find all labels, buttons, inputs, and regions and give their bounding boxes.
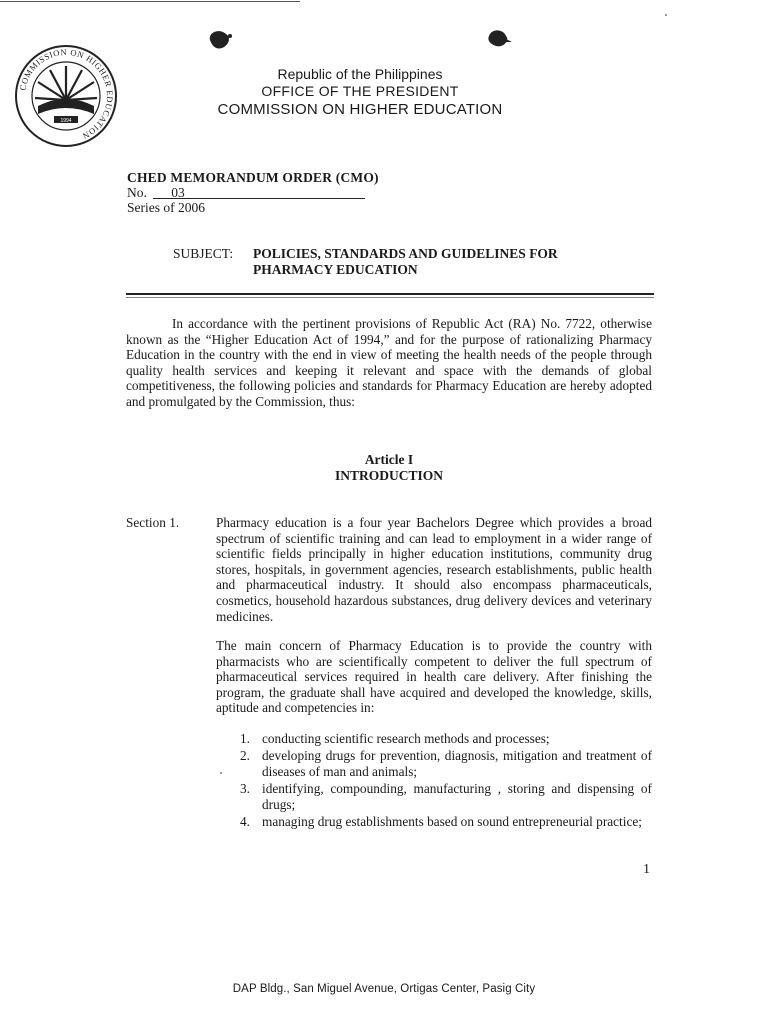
letterhead: [200, 66, 520, 119]
footer-address: DAP Bldg., San Miguel Avenue, Ortigas Center, Pasig City: [232, 983, 536, 995]
divider-rule-thin: [126, 297, 654, 298]
list-item-number: 3.: [240, 781, 250, 797]
list-item-text: conducting scientific research methods and processes;: [262, 731, 550, 746]
svg-text:COMMISSION ON HIGHER EDUCATION: COMMISSION ON HIGHER EDUCATION: [17, 46, 116, 142]
subject-block: [173, 246, 558, 278]
svg-text:1994: 1994: [60, 118, 72, 124]
ink-blot-left: [206, 28, 234, 52]
competencies-list: [240, 731, 652, 831]
scan-speck: [665, 14, 667, 16]
cmo-number-field: [153, 185, 365, 199]
article-title: INTRODUCTION: [334, 468, 443, 483]
section1-paragraph2: The main concern of Pharmacy Education is to provide the country with pharmacists who are scientifically competent to deliver the full spectrum of pharmaceutical services required in health care delivery. After finishing the program, the graduate shall have acquired and developed the knowledge, skills, aptitude and competencies in:: [216, 638, 652, 716]
cmo-title: CHED MEMORANDUM ORDER (CMO): [127, 170, 379, 185]
list-item-number: 2.: [240, 748, 250, 764]
list-item-text: managing drug establishments based on sound entrepreneurial practice;: [262, 814, 642, 830]
list-item-text: identifying, compounding, manufacturing , storing and dispensing of drugs;: [262, 781, 652, 812]
list-item-text: developing drugs for prevention, diagnosis, mitigation and treatment of diseases of man and animals;: [262, 748, 652, 779]
list-item: [240, 731, 652, 746]
list-item-number: 1.: [240, 731, 250, 746]
ched-seal-logo: [14, 44, 118, 148]
list-item: [240, 781, 652, 812]
cmo-series: Series of 2006: [127, 200, 205, 215]
cmo-block: [127, 170, 379, 215]
office-line: OFFICE OF THE PRESIDENT: [261, 83, 459, 99]
list-item: [240, 814, 652, 829]
article-heading: [126, 452, 652, 484]
cmo-number-value: 03: [171, 185, 185, 200]
ink-blot-right: [484, 26, 514, 50]
scan-speck: [220, 772, 222, 774]
republic-line: Republic of the Philippines: [277, 66, 443, 82]
page-number: 1: [643, 862, 650, 877]
list-item-number: 4.: [240, 814, 250, 830]
intro-paragraph: In accordance with the pertinent provisions of Republic Act (RA) No. 7722, otherwise known as the “Higher Education Act of 1994,” and for the purpose of rationalizing Pharmacy Education in the country with the end in view of meeting the health needs of the people through quality health services and keeping it relevant and space with the demands of global competitiveness, the following policies and standards for Pharmacy Education are hereby adopted and promulgated by the Commission, thus:: [126, 316, 652, 409]
section-label: Section 1.: [126, 515, 180, 530]
list-item: [240, 748, 652, 779]
top-scan-line: [0, 1, 300, 2]
subject-line2: PHARMACY EDUCATION: [253, 262, 418, 277]
subject-line1: POLICIES, STANDARDS AND GUIDELINES FOR: [253, 246, 558, 261]
cmo-number: [127, 185, 379, 200]
commission-line: COMMISSION ON HIGHER EDUCATION: [217, 101, 503, 118]
article-number: Article I: [364, 452, 414, 467]
cmo-number-label: No.: [127, 185, 147, 200]
divider-rule: [126, 293, 654, 295]
section1-paragraph1: Pharmacy education is a four year Bachelors Degree which provides a broad spectrum of scientific training and can lead to employment in a wider range of scientific fields principally in higher education institutions, community drug stores, hospitals, in government agencies, research establishments, public health and pharmaceutical industry. It should also encompass pharmaceuticals, cosmetics, household hazardous substances, drug delivery devices and veterinary medicines.: [216, 515, 652, 624]
subject-label: SUBJECT:: [173, 246, 234, 261]
